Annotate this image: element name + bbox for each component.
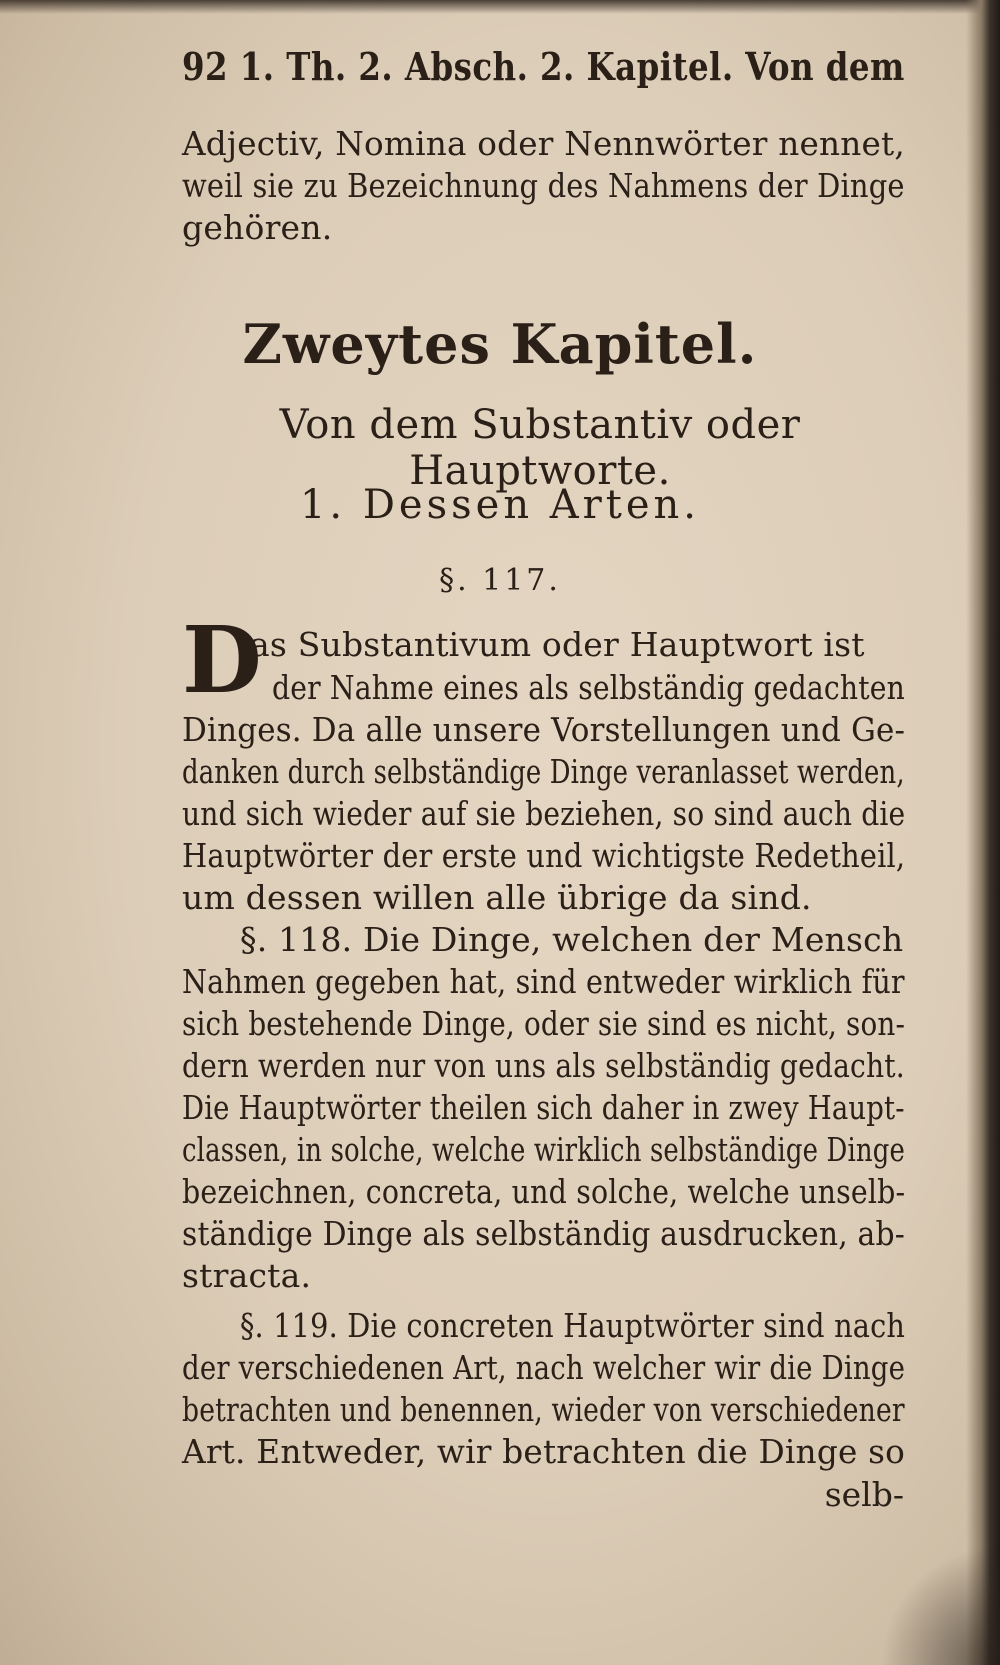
p117-line: danken durch selbständige Dinge veranlasset werden,	[182, 752, 905, 791]
p118-line: sich bestehende Dinge, oder sie sind es nicht, son-	[182, 1004, 906, 1043]
chapter-title: Zweytes Kapitel.	[242, 312, 758, 376]
catchword: selb-	[824, 1475, 904, 1514]
intro-line: Adjectiv, Nomina oder Nennwörter nennet,	[182, 124, 905, 163]
p117-line: Dinges. Da alle unsere Vorstellungen und Ge-	[182, 710, 906, 749]
page-gutter-edge	[966, 0, 1000, 1665]
p118-line: stracta.	[182, 1256, 312, 1295]
paragraph-mark: §. 117.	[439, 563, 561, 598]
p117-line: as Substantivum oder Hauptwort ist	[250, 625, 865, 664]
chapter-subtitle: Von dem Substantiv oder Hauptworte.	[279, 402, 801, 494]
p118-line: dern werden nur von uns als selbständig gedacht.	[182, 1046, 905, 1085]
running-head: 92 1. Th. 2. Absch. 2. Kapitel. Von dem	[182, 44, 905, 89]
p117-line: der Nahme eines als selbständig gedachten	[272, 668, 905, 707]
page-top-shadow	[0, 0, 1000, 14]
p117-line: und sich wieder auf sie beziehen, so sind auch die	[182, 794, 906, 833]
p118-line: Die Hauptwörter theilen sich daher in zwey Haupt-	[182, 1088, 905, 1127]
p117-line: um dessen willen alle übrige da sind.	[182, 878, 812, 917]
page-corner-shadow	[880, 1545, 1000, 1665]
section-heading: 1. Dessen Arten.	[299, 482, 701, 528]
p119-line: §. 119. Die concreten Hauptwörter sind nach	[240, 1306, 906, 1345]
p119-line: Art. Entweder, wir betrachten die Dinge so	[182, 1432, 906, 1471]
p118-line: classen, in solche, welche wirklich selbständige Dinge	[182, 1130, 906, 1169]
p118-line: bezeichnen, concreta, und solche, welche unselb-	[182, 1172, 906, 1211]
drop-cap: D	[182, 606, 262, 714]
intro-line: gehören.	[182, 208, 333, 247]
p119-line: der verschiedenen Art, nach welcher wir die Dinge	[182, 1348, 906, 1387]
p117-line: Hauptwörter der erste und wichtigste Redetheil,	[182, 836, 906, 875]
p118-line: §. 118. Die Dinge, welchen der Mensch	[240, 920, 904, 959]
p118-line: ständige Dinge als selbständig ausdrucken, ab-	[182, 1214, 905, 1253]
intro-line: weil sie zu Bezeichnung des Nahmens der Dinge	[182, 166, 905, 205]
p119-line: betrachten und benennen, wieder von verschiedener	[182, 1390, 905, 1429]
p118-line: Nahmen gegeben hat, sind entweder wirklich für	[182, 962, 905, 1001]
